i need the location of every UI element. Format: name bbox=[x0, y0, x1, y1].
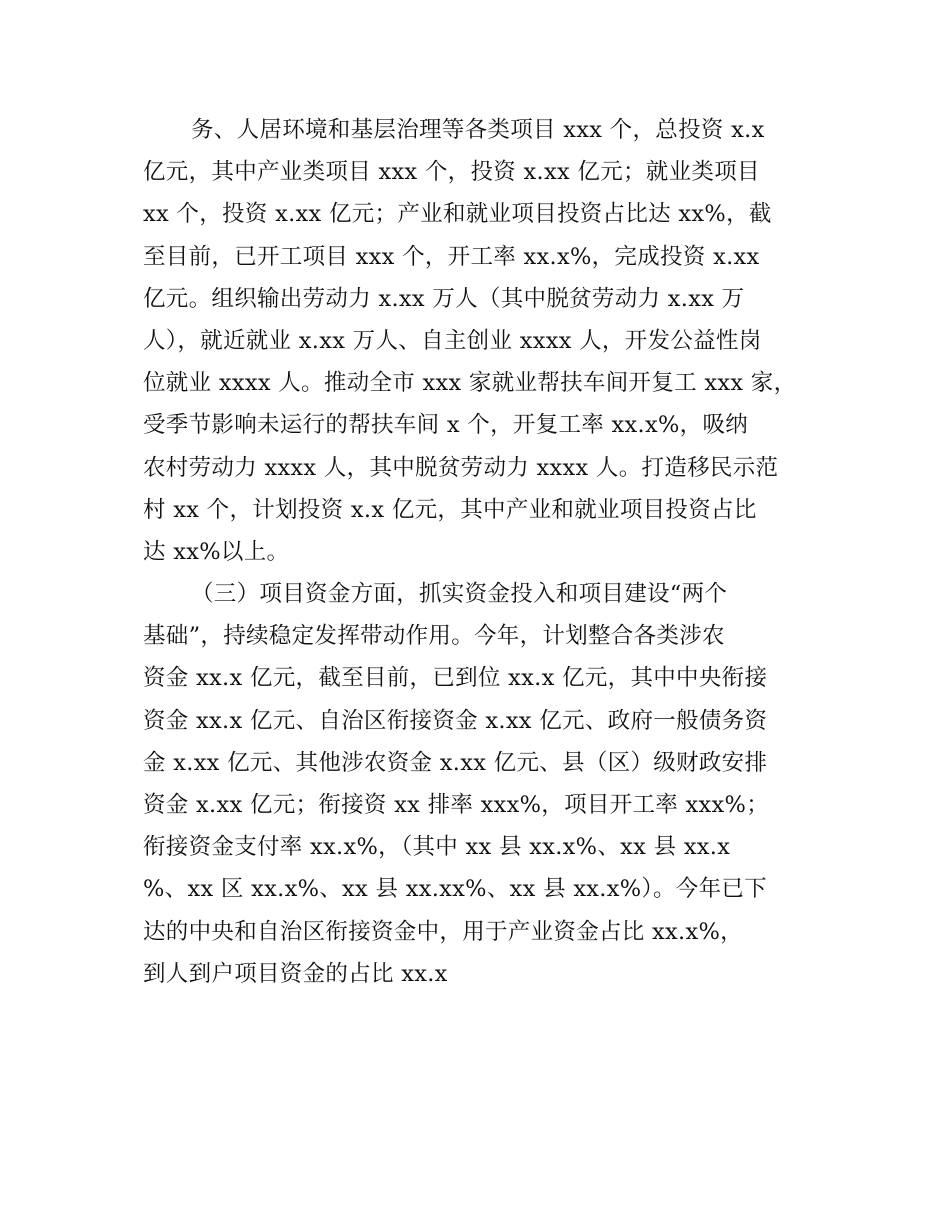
paragraph-line: 到人到户项目资金的占比 xx.x bbox=[143, 960, 448, 987]
paragraph-line: 达 xx%以上。 bbox=[143, 538, 290, 565]
paragraph-line: 资金 x.xx 亿元；衔接资 xx 排率 xxx%，项目开工率 xxx%； bbox=[143, 792, 770, 818]
paragraph-line: 人），就近就业 x.xx 万人、自主创业 xxxx 人，开发公益性岗 bbox=[143, 327, 762, 354]
paragraph-line: 资金 xx.x 亿元，截至目前，已到位 xx.x 亿元，其中中央衔接 bbox=[143, 665, 768, 692]
paragraph-line: %、xx 区 xx.x%、xx 县 xx.xx%、xx 县 xx.x%）。今年已下 bbox=[143, 876, 767, 903]
paragraph-line: 受季节影响未运行的帮扶车间 x 个，开复工率 xx.x%，吸纳 bbox=[143, 412, 749, 439]
paragraph-line: 达的中央和自治区衔接资金中，用于产业资金占比 xx.x%， bbox=[143, 918, 743, 945]
paragraph-line: 金 x.xx 亿元、其他涉农资金 x.xx 亿元、县（区）级财政安排 bbox=[143, 749, 768, 776]
paragraph-line: 亿元。组织输出劳动力 x.xx 万人（其中脱贫劳动力 x.xx 万 bbox=[143, 285, 745, 312]
paragraph-line: 衔接资金支付率 xx.x%，（其中 xx 县 xx.x%、xx 县 xx.x bbox=[143, 834, 731, 861]
section-heading-line: （三）项目资金方面，抓实资金投入和项目建设“两个 bbox=[191, 581, 728, 608]
body-text bbox=[143, 109, 808, 995]
paragraph-line: 位就业 xxxx 人。推动全市 xxx 家就业帮扶车间开复工 xxx 家， bbox=[143, 370, 797, 397]
paragraph-line: 资金 xx.x 亿元、自治区衔接资金 x.xx 亿元、政府一般债务资 bbox=[143, 707, 768, 734]
paragraph-line: 农村劳动力 xxxx 人，其中脱贫劳动力 xxxx 人。打造移民示范 bbox=[143, 454, 779, 481]
paragraph-line: 务、人居环境和基层治理等各类项目 xxx 个，总投资 x.x bbox=[191, 117, 765, 143]
paragraph-line: xx 个，投资 x.xx 亿元；产业和就业项目投资占比达 xx%，截 bbox=[143, 201, 772, 228]
paragraph-line: 至目前，已开工项目 xxx 个，开工率 xx.x%，完成投资 x.xx bbox=[143, 243, 760, 270]
paragraph-line: 亿元，其中产业类项目 xxx 个，投资 x.xx 亿元；就业类项目 bbox=[143, 159, 760, 186]
paragraph-line: 村 xx 个，计划投资 x.x 亿元，其中产业和就业项目投资占比 bbox=[143, 496, 757, 523]
paragraph-line: 基础”，持续稳定发挥带动作用。今年，计划整合各类涉农 bbox=[143, 623, 725, 650]
